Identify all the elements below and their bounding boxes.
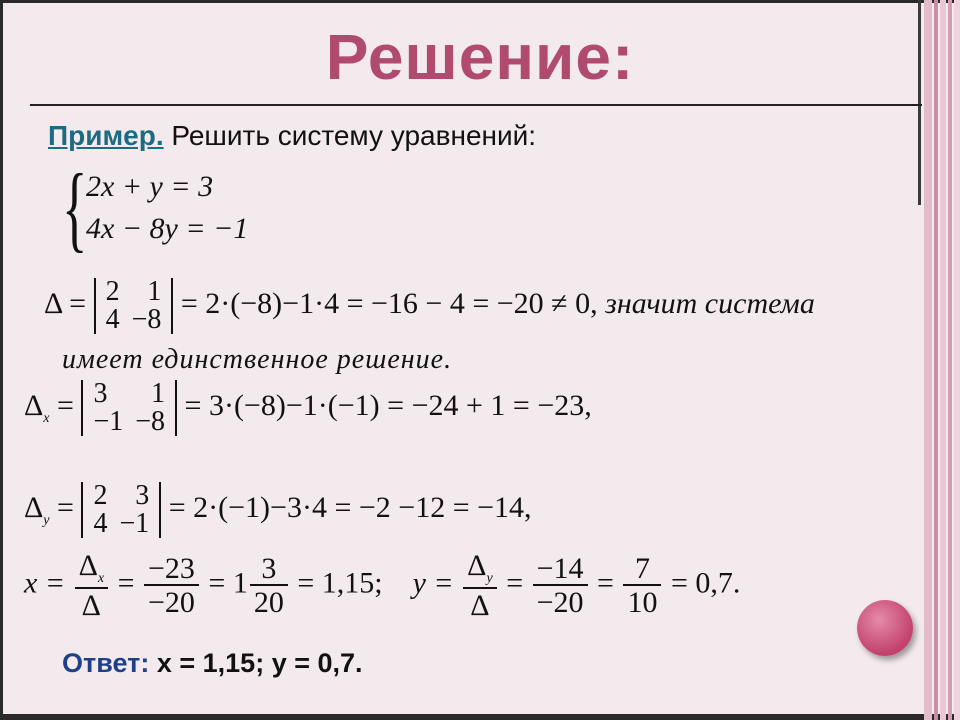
- matrix-cell: 2: [105, 276, 120, 307]
- fraction-denominator: 20: [253, 586, 284, 620]
- y-result: = 0,7.: [670, 566, 741, 600]
- delta-y-determinant: [81, 482, 161, 538]
- matrix-cell: −1: [93, 406, 124, 437]
- y-variable: y =: [412, 566, 454, 600]
- delta-x-determinant: [81, 380, 177, 436]
- system-brace: {: [62, 154, 88, 261]
- system-equation-2: 4x − 8y = −1: [86, 212, 249, 245]
- fraction: [623, 553, 661, 620]
- fraction-numerator: −14: [533, 553, 588, 587]
- slide-frame-bottom: [0, 714, 960, 720]
- equals: =: [597, 566, 614, 600]
- fraction-denominator: 10: [627, 586, 658, 620]
- answer-text: x = 1,15; y = 0,7.: [156, 648, 363, 678]
- equals: =: [506, 566, 524, 600]
- system-equation-1: 2x + y = 3: [86, 170, 214, 203]
- subscript: y: [486, 571, 493, 586]
- equals: =: [117, 566, 135, 600]
- delta-y-row: [24, 482, 532, 538]
- delta-x-calculation: = 3·(−8)−1·(−1) = −24 + 1 = −23,: [184, 388, 592, 422]
- answer-label: Ответ:: [62, 648, 150, 678]
- fraction: [533, 553, 588, 620]
- decor-stripe: [934, 0, 938, 720]
- fraction: [463, 550, 497, 622]
- matrix-cell: 2: [93, 480, 108, 511]
- delta-x-symbol: Δ: [24, 388, 44, 422]
- delta-y-calculation: = 2·(−1)−3·4 = −2 −12 = −14,: [168, 490, 532, 524]
- decor-stripe: [954, 0, 960, 720]
- fraction-numerator: 7: [623, 553, 661, 587]
- fraction: [144, 553, 199, 620]
- delta-y-subscript: y: [43, 512, 50, 528]
- fraction-denominator: −20: [536, 586, 584, 620]
- delta-y-symbol: Δ: [24, 490, 44, 524]
- fraction-numerator: Δ: [78, 549, 98, 582]
- solution-row: [24, 550, 740, 622]
- example-label: Пример.: [48, 120, 164, 151]
- decor-stripe: [924, 0, 932, 720]
- delta-y-equals: =: [57, 490, 74, 524]
- fraction-numerator: 3: [250, 553, 288, 587]
- matrix-cell: −8: [131, 304, 162, 335]
- fraction-numerator: Δ: [467, 549, 487, 582]
- delta-x-row: [24, 380, 592, 436]
- delta-x-equals: =: [57, 388, 74, 422]
- matrix-cell: 1: [151, 378, 166, 409]
- delta-note-continued: имеет единственное решение.: [62, 344, 453, 375]
- fraction-denominator: Δ: [81, 588, 101, 622]
- decor-stripe: [940, 0, 946, 720]
- delta-x-subscript: x: [43, 410, 50, 426]
- fraction: [250, 553, 288, 620]
- x-variable: x =: [24, 566, 66, 600]
- fraction-denominator: −20: [148, 586, 195, 620]
- decor-stripe: [948, 0, 952, 720]
- matrix-cell: 3: [93, 378, 108, 409]
- equals: = 1: [208, 566, 248, 600]
- decorative-circle: [857, 600, 913, 656]
- delta-note: значит система: [605, 286, 815, 320]
- slide-frame-top: [0, 0, 960, 3]
- delta-symbol: Δ =: [44, 286, 87, 320]
- fraction-denominator: Δ: [470, 588, 490, 622]
- answer-line: [62, 648, 363, 679]
- title-divider: [30, 104, 922, 106]
- slide-frame-left: [0, 0, 3, 720]
- matrix-cell: 4: [93, 508, 108, 539]
- delta-row: [44, 278, 815, 334]
- x-result: = 1,15;: [297, 566, 383, 600]
- slide-title: Решение:: [325, 21, 635, 93]
- subscript: x: [97, 571, 105, 586]
- fraction-numerator: −23: [144, 553, 199, 587]
- matrix-cell: 3: [135, 480, 150, 511]
- matrix-cell: −1: [119, 508, 150, 539]
- delta-determinant: [94, 278, 174, 334]
- matrix-cell: 1: [147, 276, 162, 307]
- matrix-cell: 4: [105, 304, 120, 335]
- matrix-cell: −8: [135, 406, 166, 437]
- fraction: [75, 550, 109, 622]
- delta-calculation: = 2·(−8)−1·4 = −16 − 4 = −20 ≠ 0,: [180, 286, 598, 320]
- example-line: [48, 120, 536, 152]
- example-text: Решить систему уравнений:: [171, 120, 537, 151]
